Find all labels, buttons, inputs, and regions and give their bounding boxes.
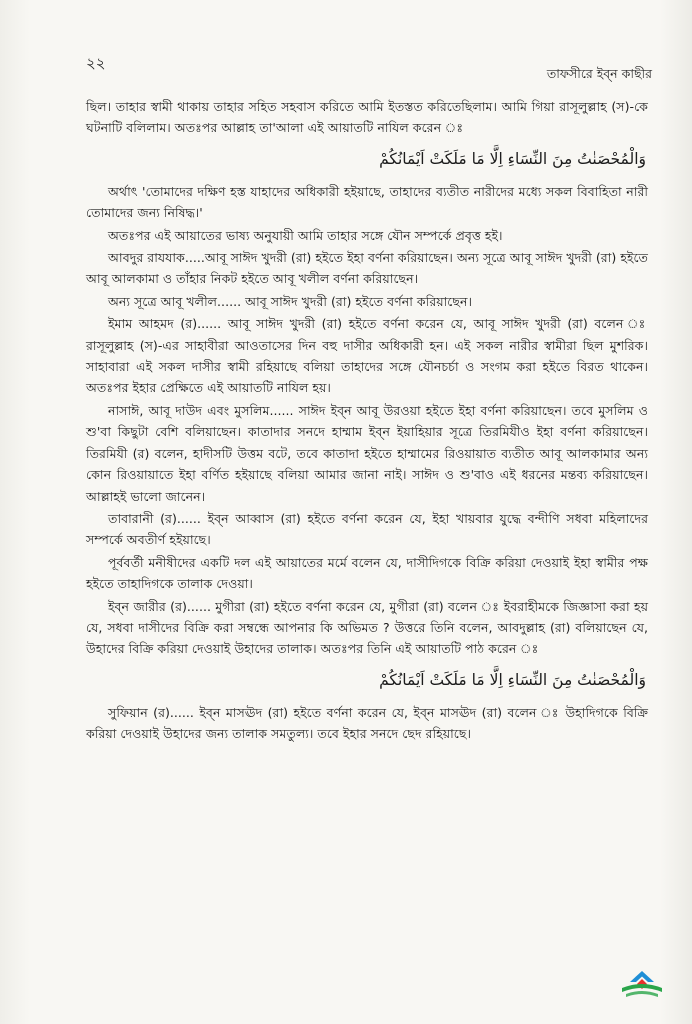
paragraph: অর্থাৎ 'তোমাদের দক্ষিণ হস্ত যাহাদের অধিকারী হইয়াছে, তাহাদের ব্যতীত নারীদের মধ্যে সকল বিবাহিতা নারী তোমাদের জন্য নিষিদ্ধ।' [86, 183, 648, 221]
paragraph: অন্য সূত্রে আবূ খলীল...... আবূ সাঈদ খুদরী (রা) হইতে বর্ণনা করিয়াছেন। [108, 293, 473, 309]
paragraph: সুফিয়ান (র)...... ইব্‌ন মাসঊদ (রা) হইতে বর্ণনা করেন যে, ইব্‌ন মাসঊদ (রা) বলেন ঃ উহাদিগকে বিক্রি করিয়া দেওয়াই উহাদের জন্য তালাক সমতুল্য। তবে ইহার সনদে ছেদ রহিয়াছে। [86, 704, 648, 742]
paragraph: অতঃপর এই আয়াতের ভাষ্য অনুযায়ী আমি তাহার সঙ্গে যৌন সম্পর্কে প্রবৃত্ত হই। [108, 227, 503, 243]
paragraph: পূর্ববর্তী মনীষীদের একটি দল এই আয়াতের মর্মে বলেন যে, দাসীদিগকে বিক্রি করিয়া দেওয়াই ইহা স্বামীর পক্ষ হইতে তাহাদিগকে তালাক দেওয়া। [86, 554, 648, 592]
paragraph: ছিল। তাহার স্বামী থাকায় তাহার সহিত সহবাস করিতে আমি ইতস্তত করিতেছিলাম। আমি গিয়া রাসূলুল্লাহ (স)-কে ঘটনাটি বলিলাম। অতঃপর আল্লাহ তা'আলা এই আয়াতটি নাযিল করেন ঃ [86, 99, 648, 136]
running-title: তাফসীরে ইব্‌ন কাছীর [546, 66, 652, 81]
arabic-verse: وَالْمُحْصَنٰتُ مِنَ النِّسَاءِ اِلَّا مَا مَلَكَتْ اَيْمَانُكُمْ [379, 670, 646, 689]
publisher-logo-icon [618, 968, 666, 1002]
paragraph: নাসাঈ, আবূ দাউদ এবং মুসলিম...... সাঈদ ইব্‌ন আবূ উরওয়া হইতে ইহা বর্ণনা করিয়াছেন। তবে মুসলিম ও শু'বা কিছুটা বেশি বলিয়াছেন। কাতাদার সনদে হাম্মাম ইব্‌ন ইয়াহিয়ার সূত্রে তিরমিযীও ইহা বর্ণনা করিয়াছেন। তিরমিযী (র) বলেন, হাদীসটি উত্তম বটে, তবে কাতাদা হইতে হাম্মামের রিওয়ায়াত ব্যতীত আবূ আলকামার অন্য কোন রিওয়ায়াতে ইহা বর্ণিত হইয়াছে বলিয়া আমার জানা নাই। সাঈদ ও শু'বাও এই ধরনের মন্তব্য করিয়াছেন। আল্লাহই ভালো জানেন। [86, 402, 648, 504]
page-number: ২২ [86, 54, 106, 72]
paragraph: আবদুর রাযযাক.....আবূ সাঈদ খুদরী (রা) হইতে ইহা বর্ণনা করিয়াছেন। অন্য সূত্রে আবূ সাঈদ খুদরী (রা) হইতে আবূ আলকামা ও তাঁহার নিকট হইতে আবূ খলীল বর্ণনা করিয়াছেন। [86, 250, 648, 287]
paragraph: তাবারানী (র)...... ইব্‌ন আব্বাস (রা) হইতে বর্ণনা করেন যে, ইহা খায়বার যুদ্ধে বন্দীণি সধবা মহিলাদের সম্পর্কে অবতীর্ণ হইয়াছে। [86, 510, 648, 548]
paragraph: ইব্‌ন জারীর (র)...... মুগীরা (রা) হইতে বর্ণনা করেন যে, মুগীরা (রা) বলেন ঃ ইবরাহীমকে জিজ্ঞাসা করা হয় যে, সধবা দাসীদের বিক্রি করা সম্বন্ধে আপনার কি অভিমত ? উত্তরে তিনি বলেন, আবদুল্লাহ (রা) বলিয়াছেন যে, উহাদের বিক্রি করিয়া দেওয়াই উহাদের তালাক। অতঃপর তিনি এই আয়াতটি পাঠ করেন ঃ [86, 598, 648, 657]
page-body [86, 96, 648, 746]
paragraph: ইমাম আহমদ (র)...... আবূ সাঈদ খুদরী (রা) হইতে বর্ণনা করেন যে, আবূ সাঈদ খুদরী (রা) বলেন ঃ রাসূলুল্লাহ (স)-এর সাহাবীরা আওতাসের দিন বহু দাসীর অধিকারী হন। এই সকল নারীর স্বামীরা ছিল মুশরিক। সাহাবারা এই সকল দাসীর স্বামী রহিয়াছে বলিয়া তাহাদের সঙ্গে যৌনচর্চা ও সংগম করা হইতে বিরত থাকেন। অতঃপর ইহার প্রেক্ষিতে এই আয়াতটি নাযিল হয়। [86, 316, 648, 396]
arabic-verse: وَالْمُحْصَنٰتُ مِنَ النِّسَاءِ اِلَّا مَا مَلَكَتْ اَيْمَانُكُمْ [379, 149, 646, 168]
